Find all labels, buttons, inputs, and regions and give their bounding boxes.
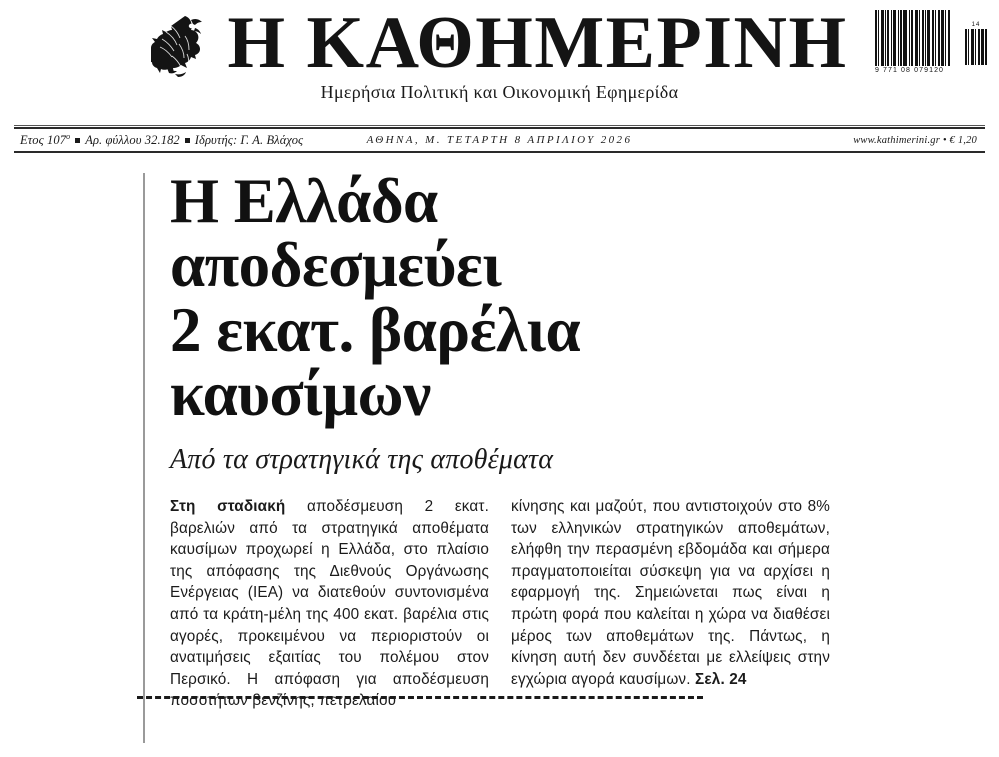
- masthead: [0, 0, 999, 118]
- article-column-left: [170, 496, 489, 712]
- year-suffix: ο: [66, 131, 71, 141]
- vertical-rule: [143, 173, 145, 743]
- tagline: Ημερήσια Πολιτική και Οικονομική Εφημερίδα: [320, 82, 679, 102]
- separator-square-icon: [75, 138, 80, 143]
- article-body-right: κίνησης και μαζούτ, που αντιστοιχούν στο 8% των ελληνικών στρατηγικών αποθεμάτων, ελήφθη την περασμένη εβδομάδα και σήμερα πραγματοποιείται σύσκεψη για να αρχίσει η εφαρμογή της. Σημειώνεται πως είναι η πρώτη φορά που καλείται η χώρα να διαθέσει μέρος των αποθεμάτων της. Πάντως, η κίνηση αυτή δεν συνδέεται με ελλείψεις στην εγχώρια αγορά καυσίμων.: [511, 498, 830, 688]
- lead-article: [0, 166, 999, 712]
- headline-line-4: καυσίμων: [170, 358, 431, 429]
- page-reference[interactable]: Σελ. 24: [695, 670, 747, 688]
- article-subheadline: Από τα στρατηγικά της αποθέματα: [170, 444, 554, 475]
- griffin-emblem-icon: [151, 10, 213, 84]
- barcode: [875, 10, 987, 88]
- barcode-digits: 9 771 08 079120: [875, 67, 945, 74]
- article-columns: [170, 496, 830, 712]
- website-price[interactable]: www.kathimerini.gr • € 1,20: [853, 134, 977, 146]
- masthead-inner: [0, 0, 999, 84]
- article-lead-in: Στη σταδιακή: [170, 498, 286, 515]
- info-bar: [14, 127, 985, 153]
- headline-line-3: 2 εκατ. βαρέλια: [170, 294, 581, 365]
- founder-label: Ιδρυτής: Γ. Α. Βλάχος: [194, 133, 304, 148]
- barcode-addon: [965, 22, 987, 66]
- year-label: Ετος 107: [20, 133, 67, 148]
- paper-title: Η ΚΑΘΗΜΕΡΙΝΗ: [227, 2, 848, 84]
- dashed-divider: [137, 696, 703, 699]
- issue-label: Αρ. φύλλου 32.182: [85, 133, 180, 148]
- info-bar-left: [14, 132, 303, 148]
- headline-line-1: Η Ελλάδα: [170, 166, 438, 236]
- article-body-left: αποδέσμευση 2 εκατ. βαρελιών από τα στρατηγικά αποθέματα καυσίμων προχωρεί η Ελλάδα, στο πλαίσιο της απόφασης της Διεθνούς Οργάνωσης Ενέργειας (ΙΕΑ) να διατεθούν συντονισμένα από τα κράτη-μέλη της 400 εκατ. βαρέλια στις αγορές, προκειμένου να περιοριστούν οι ανατιμήσεις εξαιτίας του πολέμου στον Περσικό. Η απόφαση για αποδέσμευση ποσοτήτων βενζίνης, πετρελαίου: [170, 498, 489, 710]
- barcode-addon-digits: 14: [971, 22, 981, 28]
- dateline: ΑΘΗΝΑ, Μ. ΤΕΤΑΡΤΗ 8 ΑΠΡΙΛΙΟΥ 2026: [366, 134, 633, 146]
- article-column-right: [511, 496, 830, 712]
- article-headline: [170, 166, 849, 429]
- separator-square-icon: [185, 138, 190, 143]
- barcode-addon-bars: [965, 29, 987, 65]
- headline-line-2: αποδεσμεύει: [170, 230, 502, 301]
